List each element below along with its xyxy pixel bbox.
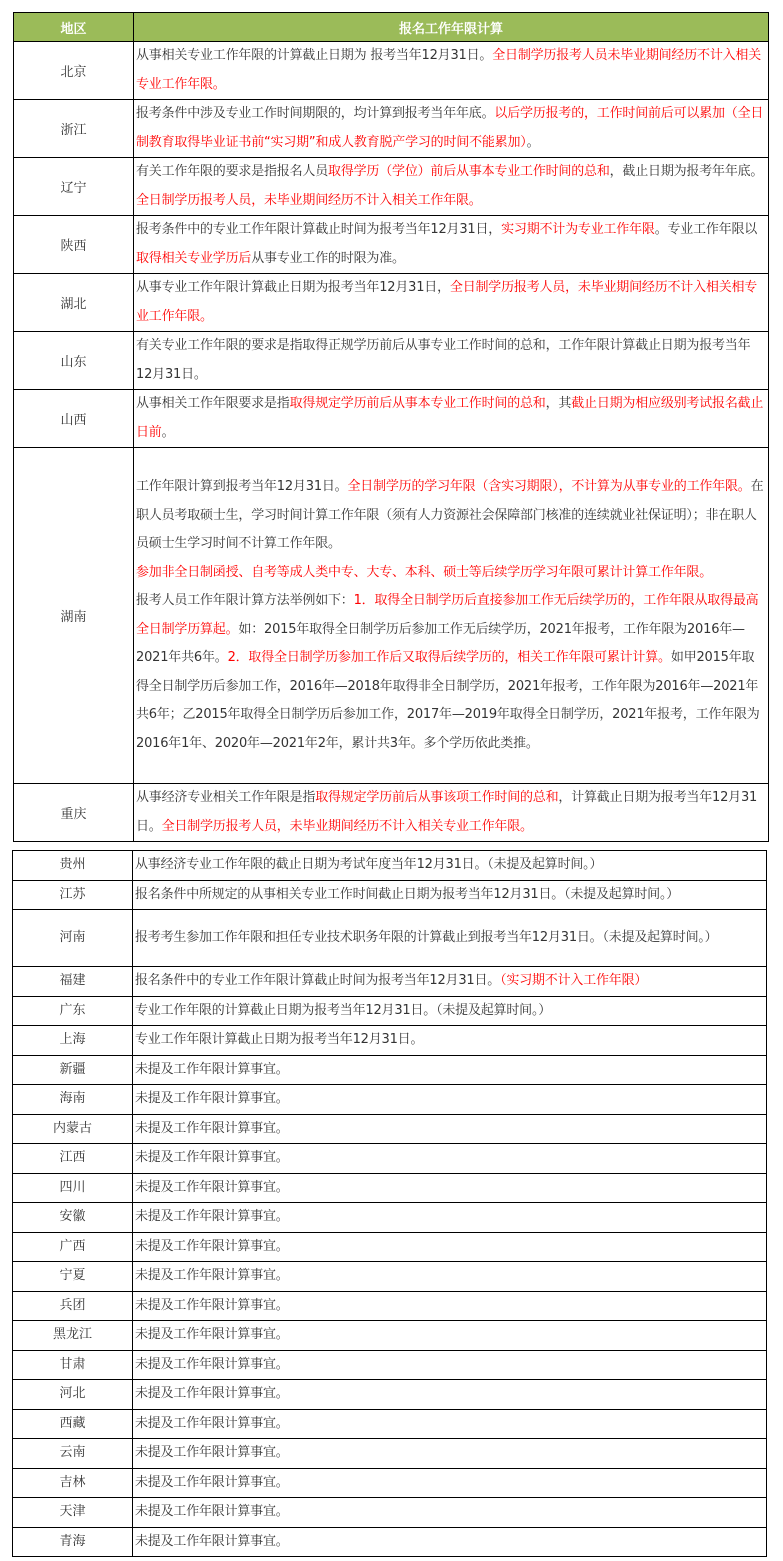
body-text: 报名条件中的专业工作年限计算截止时间为报考当年12月31日。 — [135, 973, 501, 988]
calculation-cell — [134, 448, 769, 784]
body-text: 从事专业工作年限计算截止日期为报考当年12月31日， — [136, 280, 450, 295]
highlighted-text: 取得规定学历前后从事该项工作时间的总和 — [315, 790, 559, 805]
calculation-cell — [133, 1262, 767, 1292]
body-text: 未提及工作年限计算事宜。 — [135, 1504, 289, 1519]
region-cell: 青海 — [13, 1527, 133, 1557]
region-cell: 河南 — [13, 910, 133, 967]
calculation-cell — [133, 851, 767, 881]
body-text: 未提及工作年限计算事宜。 — [135, 1415, 289, 1431]
region-cell: 宁夏 — [13, 1262, 133, 1292]
region-cell: 山东 — [14, 332, 134, 390]
calculation-cell — [133, 1055, 767, 1085]
calculation-cell — [133, 1527, 767, 1557]
region-cell: 浙江 — [14, 100, 134, 158]
table-row — [13, 1173, 767, 1203]
calculation-cell — [133, 1232, 767, 1262]
calculation-cell — [133, 1468, 767, 1498]
body-text: 未提及工作年限计算事宜。 — [135, 1209, 289, 1224]
body-text: 专业工作年限计算截止日期为报考当年12月31日。 — [135, 1032, 424, 1047]
body-text: 专业工作年限的计算截止日期为报考当年12月31日。（未提及起算时间。） — [135, 1002, 552, 1018]
calculation-cell — [134, 390, 769, 448]
body-text: 。 — [526, 134, 540, 150]
body-text: 未提及工作年限计算事宜。 — [135, 1091, 289, 1106]
table-header-row — [14, 13, 769, 42]
body-text: 从事经济专业相关工作年限是指 — [136, 790, 316, 805]
body-text: 未提及工作年限计算事宜。 — [135, 1268, 289, 1283]
calculation-cell — [133, 1173, 767, 1203]
calculation-cell — [133, 880, 767, 910]
body-text: 未提及工作年限计算事宜。 — [135, 1386, 289, 1401]
header-region: 地区 — [14, 13, 134, 42]
region-cell: 江苏 — [13, 880, 133, 910]
body-text: 未提及工作年限计算事宜。 — [135, 1179, 289, 1195]
body-text: 报考人员工作年限计算方法举例如下： — [136, 593, 354, 608]
work-years-table-top — [13, 12, 769, 842]
body-text: 未提及工作年限计算事宜。 — [135, 1474, 289, 1490]
calculation-cell — [134, 216, 769, 274]
calculation-cell — [133, 1439, 767, 1469]
calculation-cell — [134, 100, 769, 158]
table-row — [13, 1468, 767, 1498]
calculation-cell — [133, 1350, 767, 1380]
region-cell: 吉林 — [13, 1468, 133, 1498]
body-text: 报名条件中所规定的从事相关专业工作时间截止日期为报考当年12月31日。（未提及起算时间。） — [135, 886, 680, 902]
calculation-cell — [133, 1321, 767, 1351]
calculation-cell — [134, 332, 769, 390]
table-row — [13, 1498, 767, 1528]
body-text: 从事专业工作的时限为准。 — [251, 250, 405, 266]
calculation-cell — [133, 910, 767, 967]
highlighted-text: （实习期不计入工作年限） — [500, 973, 648, 988]
table-row — [13, 1085, 767, 1115]
body-text: 未提及工作年限计算事宜。 — [135, 1150, 289, 1165]
highlighted-text: 取得学历（学位）前后从事本专业工作时间的总和 — [328, 164, 610, 179]
region-cell: 甘肃 — [13, 1350, 133, 1380]
header-calculation: 报名工作年限计算 — [134, 13, 769, 42]
region-cell: 辽宁 — [14, 158, 134, 216]
body-text: 未提及工作年限计算事宜。 — [135, 1445, 289, 1460]
table-row — [13, 1439, 767, 1469]
table-row — [13, 1055, 767, 1085]
region-cell: 湖南 — [14, 448, 134, 784]
region-cell: 福建 — [13, 967, 133, 997]
calculation-cell — [134, 158, 769, 216]
work-years-table-bottom — [12, 850, 767, 1557]
body-text: 从事相关工作年限要求是指 — [136, 396, 290, 411]
table-row — [13, 1144, 767, 1174]
highlighted-text: 取得规定学历前后从事本专业工作时间的总和 — [289, 396, 546, 411]
table-row — [13, 1203, 767, 1233]
table-row — [13, 880, 767, 910]
highlighted-text: 全日制学历报考人员，未毕业期间经历不计入相关工作年限。 — [136, 192, 482, 208]
region-cell: 北京 — [14, 42, 134, 100]
table-row — [13, 1350, 767, 1380]
table-row — [14, 42, 769, 100]
calculation-cell — [133, 996, 767, 1026]
table-row — [13, 967, 767, 997]
region-cell: 天津 — [13, 1498, 133, 1528]
table-row — [13, 1527, 767, 1557]
body-text: 未提及工作年限计算事宜。 — [135, 1061, 289, 1077]
calculation-cell — [133, 1498, 767, 1528]
calculation-cell — [133, 1203, 767, 1233]
region-cell: 新疆 — [13, 1055, 133, 1085]
calculation-cell — [133, 967, 767, 997]
calculation-cell — [133, 1291, 767, 1321]
body-text: 未提及工作年限计算事宜。 — [135, 1297, 289, 1313]
table-row — [13, 1409, 767, 1439]
calculation-cell — [133, 1026, 767, 1056]
table-row — [13, 1291, 767, 1321]
table-row — [14, 448, 769, 784]
body-text: 未提及工作年限计算事宜。 — [135, 1356, 289, 1372]
table-row — [14, 100, 769, 158]
table-row — [13, 996, 767, 1026]
body-text: 从事经济专业工作年限的截止日期为考试年度当年12月31日。（未提及起算时间。） — [135, 857, 603, 872]
highlighted-text: 全日制学历报考人员，未毕业期间经历不计入相关专业工作年限。 — [161, 818, 533, 834]
region-cell: 云南 — [13, 1439, 133, 1469]
table-row — [13, 1321, 767, 1351]
table-row — [13, 851, 767, 881]
highlighted-text: 取得相关专业学历后 — [136, 250, 252, 266]
region-cell: 内蒙古 — [13, 1114, 133, 1144]
region-cell: 海南 — [13, 1085, 133, 1115]
body-text: 在职人员考取硕士生，学习时间计算工作年限（须有人力资源社会保障部门核准的连续就业社保证明）；非在职人员硕士生学习时间不计算工作年限。 — [136, 479, 764, 551]
calculation-cell — [134, 274, 769, 332]
body-text: 未提及工作年限计算事宜。 — [135, 1327, 289, 1342]
body-text: 如甲2015年取得全日制学历后参加工作，2016年—2018年取得非全日制学历，2021年报考，工作年限为2016年—2021年共6年；乙2015年取得全日制学历后参加工作，2017年—2019年取得全日制学历，2021年报考，工作年限为2016年1年、2020年—2021年2年，累计共3年。多个学历依此类推。 — [136, 650, 760, 751]
body-text: 报考条件中涉及专业工作时间期限的，均计算到报考当年年底。 — [136, 106, 495, 121]
table-row — [14, 158, 769, 216]
table-row — [13, 1026, 767, 1056]
region-cell: 西藏 — [13, 1409, 133, 1439]
table-row — [14, 390, 769, 448]
highlighted-text: 1．取得全日制学历后直接参加工作无后续学历的，工作年限从取得最高全日制学历算起。 — [136, 593, 759, 637]
table-row — [14, 274, 769, 332]
highlighted-text: 截止日期为相应级别考试报名截止日前 — [136, 396, 764, 440]
body-text: 未提及工作年限计算事宜。 — [135, 1120, 289, 1136]
highlighted-text: 以后学历报考的，工作时间前后可以累加（全日制教育取得毕业证书前“实习期”和成人教育脱产学习的时间不能累加） — [136, 106, 764, 150]
calculation-cell — [133, 1380, 767, 1410]
table-row — [14, 784, 769, 842]
highlighted-text: 全日制学历的学习年限（含实习期限），不计算为从事专业的工作年限。 — [347, 479, 751, 494]
table-row — [13, 1262, 767, 1292]
region-cell: 广东 — [13, 996, 133, 1026]
body-text: 。 — [161, 424, 175, 440]
body-text: 从事相关专业工作年限的计算截止日期为 报考当年12月31日。 — [136, 48, 493, 63]
region-cell: 安徽 — [13, 1203, 133, 1233]
highlighted-text: 参加非全日制函授、自考等成人类中专、大专、本科、硕士等后续学历学习年限可累计计算工作年限。 — [136, 564, 713, 580]
table-row — [13, 910, 767, 967]
region-cell: 河北 — [13, 1380, 133, 1410]
calculation-cell — [133, 1144, 767, 1174]
body-text: ，截止日期为报考年年底。 — [609, 164, 764, 179]
region-cell: 黑龙江 — [13, 1321, 133, 1351]
region-cell: 陕西 — [14, 216, 134, 274]
table-row — [13, 1114, 767, 1144]
table-row — [13, 1232, 767, 1262]
highlighted-text: 全日制学历报考人员，未毕业期间经历不计入相关相专业工作年限。 — [136, 280, 758, 324]
body-text: 报考条件中的专业工作年限计算截止时间为报考当年12月31日， — [136, 222, 502, 237]
calculation-cell — [133, 1085, 767, 1115]
region-cell: 湖北 — [14, 274, 134, 332]
region-cell: 兵团 — [13, 1291, 133, 1321]
highlighted-text: 实习期不计为专业工作年限 — [501, 222, 655, 237]
body-text: 有关专业工作年限的要求是指取得正规学历前后从事专业工作时间的总和，工作年限计算截止日期为报考当年12月31日。 — [136, 338, 751, 382]
region-cell: 山西 — [14, 390, 134, 448]
highlighted-text: 2．取得全日制学历参加工作后又取得后续学历的，相关工作年限可累计计算。 — [227, 650, 671, 665]
table-row — [14, 216, 769, 274]
calculation-cell — [133, 1114, 767, 1144]
highlighted-text: 全日制学历报考人员未毕业期间经历不计入相关专业工作年限。 — [136, 48, 762, 92]
region-cell: 上海 — [13, 1026, 133, 1056]
body-text: 报考考生参加工作年限和担任专业技术职务年限的计算截止到报考当年12月31日。（未提及起算时间。） — [135, 929, 718, 945]
body-text: 。专业工作年限以 — [654, 222, 758, 237]
calculation-cell — [133, 1409, 767, 1439]
body-text: 未提及工作年限计算事宜。 — [135, 1238, 289, 1254]
region-cell: 四川 — [13, 1173, 133, 1203]
calculation-cell — [134, 784, 769, 842]
region-cell: 贵州 — [13, 851, 133, 881]
calculation-cell — [134, 42, 769, 100]
body-text: 如：2015年取得全日制学历后参加工作无后续学历，2021年报考，工作年限为2016年—2021年共6年。 — [136, 621, 745, 665]
table-row — [13, 1380, 767, 1410]
table-row — [14, 332, 769, 390]
region-cell: 江西 — [13, 1144, 133, 1174]
body-text: 有关工作年限的要求是指报名人员 — [136, 164, 329, 179]
body-text: ，计算截止日期为报考当年12月31日。 — [136, 790, 758, 834]
body-text: ，其 — [545, 396, 572, 411]
body-text: 未提及工作年限计算事宜。 — [135, 1533, 289, 1549]
body-text: 工作年限计算到报考当年12月31日。 — [136, 479, 348, 494]
region-cell: 广西 — [13, 1232, 133, 1262]
region-cell: 重庆 — [14, 784, 134, 842]
